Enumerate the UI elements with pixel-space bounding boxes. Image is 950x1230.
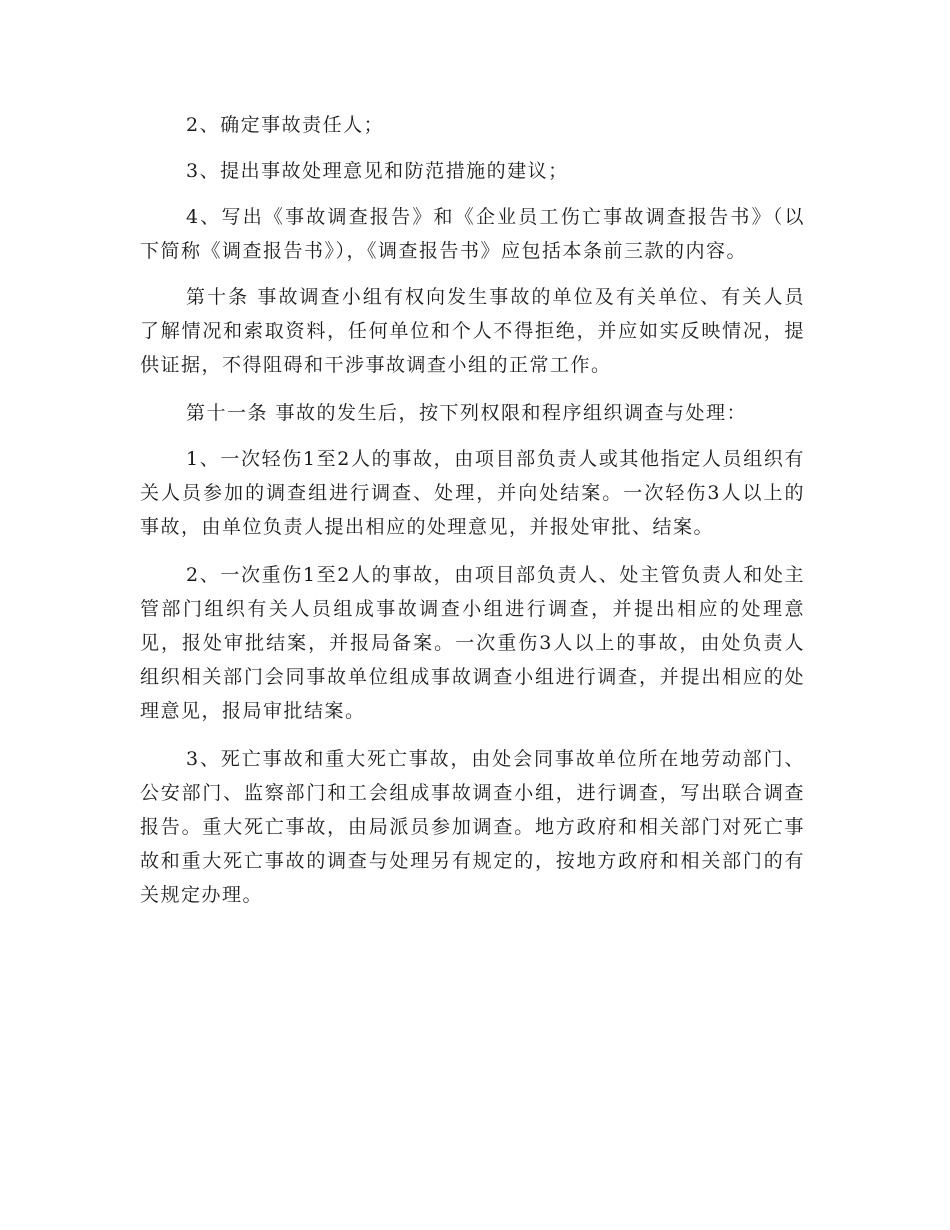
paragraph-item-3: 3、提出事故处理意见和防范措施的建议； <box>186 160 569 182</box>
article-11-item-3: 3、死亡事故和重大死亡事故，由处会同事故单位所在地劳动部门、公安部门、监察部门和工会组成事故调查小组，进行调查，写出联合调查报告。重大死亡事故，由局派员参加调查。地方政府和相关部门对死亡事故和重大死亡事故的调查与处理另有规定的，按地方政府和相关部门的有关规定办理。 <box>140 748 805 906</box>
paragraph-item-4: 4、写出《事故调查报告》和《企业员工伤亡事故调查报告书》（以下简称《调查报告书》），《调查报告书》应包括本条前三款的内容。 <box>140 206 805 262</box>
document-body <box>140 108 805 924</box>
article-11-item-1: 1、一次轻伤1至2人的事故，由项目部负责人或其他指定人员组织有关人员参加的调查组进行调查、处理，并向处结案。一次轻伤3人以上的事故，由单位负责人提出相应的处理意见，并报处审批、结案。 <box>140 448 805 538</box>
article-10: 第十条 事故调查小组有权向发生事故的单位及有关单位、有关人员了解情况和索取资料，任何单位和个人不得拒绝，并应如实反映情况，提供证据，不得阻碍和干涉事故调查小组的正常工作。 <box>140 286 805 376</box>
paragraph-item-2: 2、确定事故责任人； <box>186 114 385 136</box>
article-11-item-2: 2、一次重伤1至2人的事故，由项目部负责人、处主管负责人和处主管部门组织有关人员组成事故调查小组进行调查，并提出相应的处理意见，报处审批结案，并报局备案。一次重伤3人以上的事故，由处负责人组织相关部门会同事故单位组成事故调查小组进行调查，并提出相应的处理意见，报局审批结案。 <box>140 564 805 722</box>
article-11-heading: 第十一条 事故的发生后，按下列权限和程序组织调查与处理： <box>186 402 748 424</box>
